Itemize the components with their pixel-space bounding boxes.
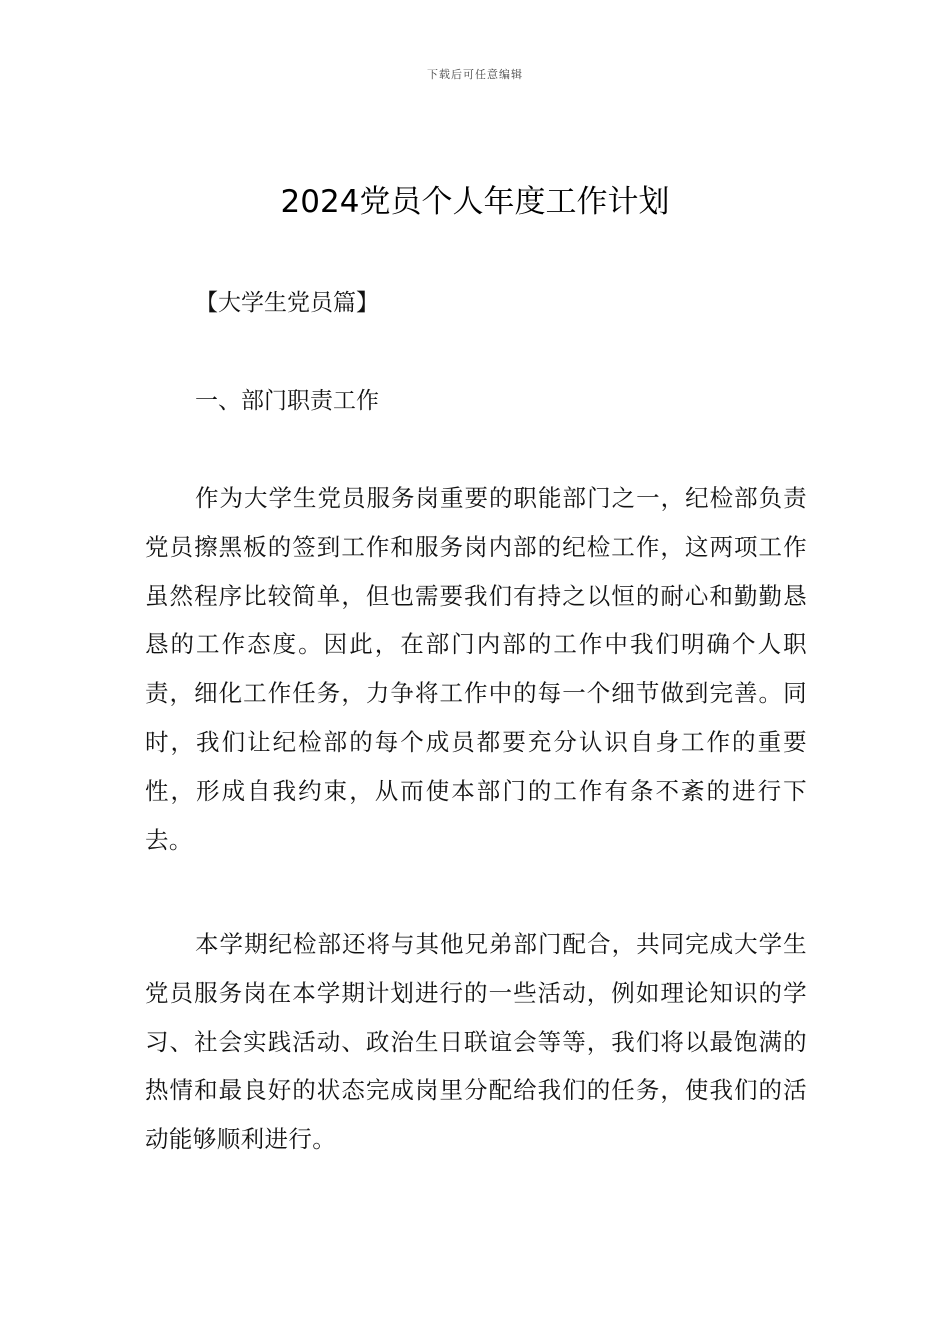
document-title: 2024党员个人年度工作计划 <box>280 184 670 220</box>
section-heading: 一、部门职责工作 <box>195 388 379 414</box>
document-subtitle: 【大学生党员篇】 <box>195 290 379 316</box>
page-header-note: 下载后可任意编辑 <box>427 68 523 81</box>
body-paragraph: 作为大学生党员服务岗重要的职能部门之一，纪检部负责党员擦黑板的签到工作和服务岗内部的纪检工作，这两项工作虽然程序比较简单，但也需要我们有持之以恒的耐心和勤勤恳恳的工作态度。因此，在部门内部的工作中我们明确个人职责，细化工作任务，力争将工作中的每一个细节做到完善。同时，我们让纪检部的每个成员都要充分认识自身工作的重要性，形成自我约束，从而使本部门的工作有条不紊的进行下去。 <box>145 484 807 854</box>
body-paragraph: 本学期纪检部还将与其他兄弟部门配合，共同完成大学生党员服务岗在本学期计划进行的一些活动，例如理论知识的学习、社会实践活动、政治生日联谊会等等，我们将以最饱满的热情和最良好的状态完成岗里分配给我们的任务，使我们的活动能够顺利进行。 <box>145 930 807 1154</box>
